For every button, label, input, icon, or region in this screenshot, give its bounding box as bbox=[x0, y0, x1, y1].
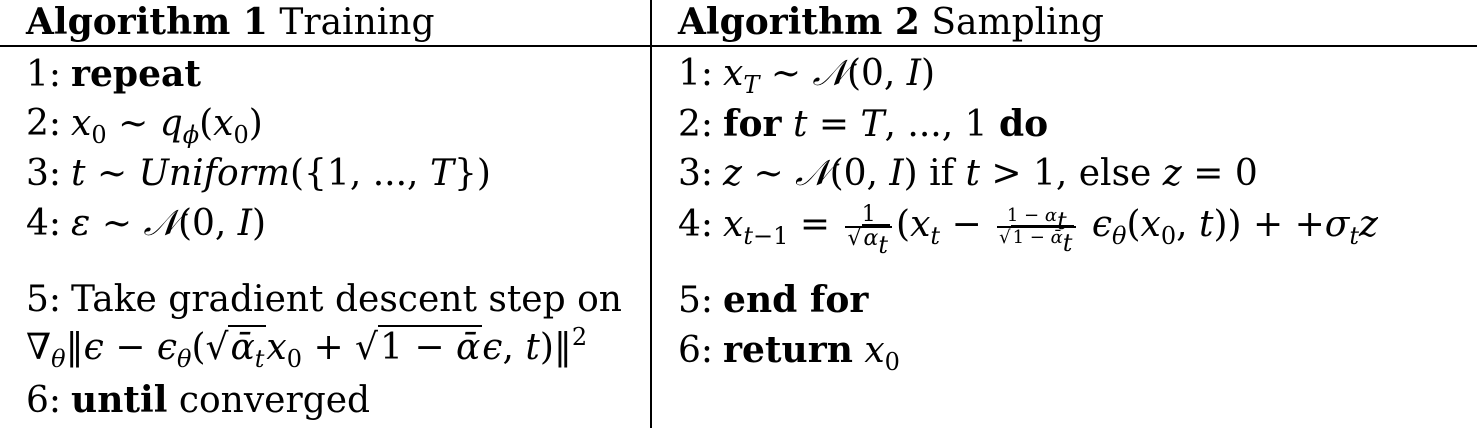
math-expr: ε ∼ 𝒩(0, I) bbox=[71, 203, 267, 244]
math-expr: $x_T$ ∼ 𝒩(0, I) bbox=[723, 53, 936, 99]
column-divider bbox=[650, 0, 652, 428]
algo1-line-6 bbox=[26, 380, 370, 421]
line-number: 1: bbox=[26, 54, 62, 95]
algo1-line-5 bbox=[26, 280, 622, 320]
math-expr: $x_{t-1}$ = $\frac{1}{√\alpha_t}$ ($x_t$ − $\frac{1 - \alpha_t}{√ 1 - ᾱ_t}$ $\epsilon_\theta(x_0$, $t)) + +\sigma_tz$ bbox=[723, 202, 1378, 259]
line-number: 1: bbox=[678, 53, 714, 94]
step-text: converged bbox=[167, 380, 371, 421]
math-expr: t ∼ Uniform({1, ..., T}) bbox=[71, 153, 491, 194]
algo1-line-3 bbox=[26, 154, 491, 194]
step-text: Take gradient descent step on bbox=[71, 279, 622, 320]
line-number: 4: bbox=[678, 204, 714, 245]
algo1-line-1 bbox=[26, 54, 201, 95]
algo2-title-bold: Algorithm 2 bbox=[678, 1, 920, 43]
keyword: end for bbox=[723, 279, 869, 321]
header-rule bbox=[0, 45, 1477, 47]
math-expr: z ∼ 𝒩(0, I) if t > 1, else z = 0 bbox=[723, 153, 1258, 194]
algo2-line-5 bbox=[678, 280, 868, 321]
line-number: 2: bbox=[26, 103, 62, 144]
math-expr: t = T, ..., 1 bbox=[792, 104, 999, 145]
keyword: until bbox=[71, 379, 168, 421]
algo2-line-4 bbox=[678, 202, 1378, 259]
algo1-line-4 bbox=[26, 204, 266, 244]
algo2-line-6 bbox=[678, 329, 900, 376]
algo1-title-bold: Algorithm 1 bbox=[26, 1, 268, 43]
algo1-line-2 bbox=[26, 103, 263, 149]
keyword: return bbox=[723, 329, 853, 371]
algo2-title-rest: Sampling bbox=[919, 2, 1104, 43]
algo2-line-2 bbox=[678, 104, 1048, 145]
line-number: 4: bbox=[26, 203, 62, 244]
algo1-title-rest: Training bbox=[267, 2, 435, 43]
keyword: do bbox=[998, 103, 1049, 145]
line-number: 6: bbox=[26, 380, 62, 421]
line-number: 2: bbox=[678, 104, 714, 145]
line-number: 5: bbox=[678, 280, 714, 321]
math-expr: $\nabla_\theta‖\epsilon$ − $\epsilon_\theta(√ᾱ_tx_0 + √1$ − ᾱϵ, t)‖$^2$ bbox=[26, 323, 588, 373]
line-number: 3: bbox=[26, 153, 62, 194]
line-number: 3: bbox=[678, 153, 714, 194]
math-expr: $x_0$ ∼ $q_\phi(x_0)$ bbox=[71, 103, 263, 149]
algo2-line-1 bbox=[678, 53, 936, 99]
keyword: repeat bbox=[71, 53, 201, 95]
keyword: for bbox=[723, 103, 782, 145]
algo2-title bbox=[678, 2, 1104, 43]
algo1-line-5b bbox=[26, 323, 588, 373]
algo1-title bbox=[26, 2, 435, 43]
algo2-line-3 bbox=[678, 154, 1258, 194]
line-number: 6: bbox=[678, 330, 714, 371]
line-number: 5: bbox=[26, 279, 62, 320]
math-expr: $x_0$ bbox=[864, 330, 900, 376]
